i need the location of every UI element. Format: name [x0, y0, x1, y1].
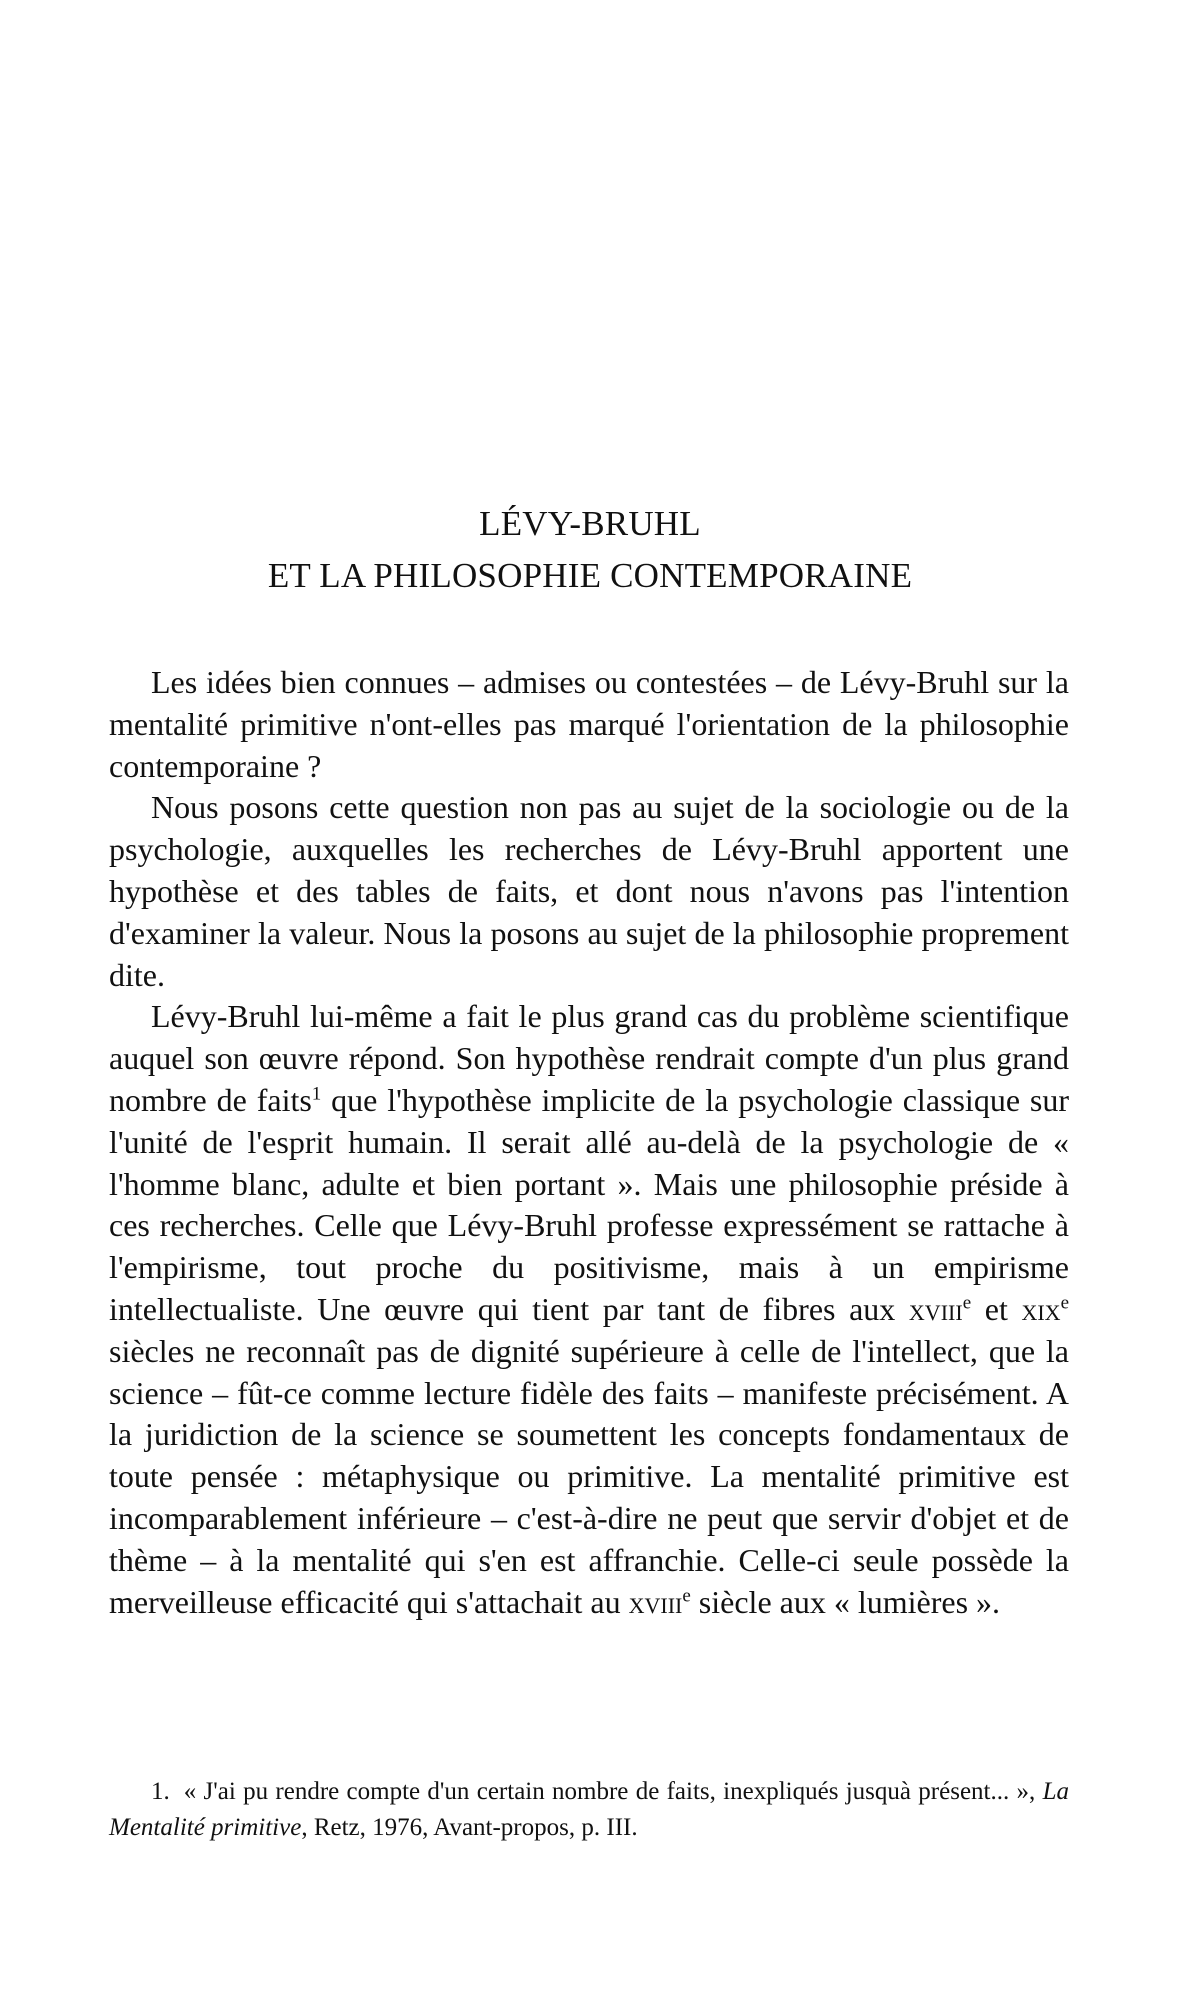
footnote-reference: 1 [311, 1083, 322, 1105]
century-suffix-1: e [962, 1292, 972, 1314]
footnote-text-1: « J'ai pu rendre compte d'un certain nombre de faits, inexpliqués jusquà présent... », [183, 1778, 1043, 1805]
paragraph-3-text-5: siècle aux « lumières ». [690, 1583, 1001, 1620]
century-suffix-2: e [1060, 1292, 1069, 1314]
chapter-title-line-2: ET LA PHILOSOPHIE CONTEMPORAINE [267, 556, 913, 595]
century-numeral-3: xviii [628, 1583, 683, 1620]
body-text [109, 662, 1069, 1623]
century-numeral-1: xviii [908, 1290, 963, 1327]
century-suffix-3: e [682, 1584, 691, 1606]
paragraph-3-text-3: et [971, 1290, 1022, 1327]
footnote [109, 1774, 1069, 1846]
footnote-text-2: , Retz, 1976, Avant-propos, p. III. [301, 1814, 638, 1841]
paragraph-3-text-1: Lévy-Bruhl lui-même a fait le plus grand cas du problème scientifique auquel son œuvre répond. Son hypothèse rendrait compte d'un plus grand nombre de faits [109, 998, 1069, 1118]
paragraph-3 [109, 996, 1069, 1623]
paragraph-3-text-4: siècles ne reconnaît pas de dignité supérieure à celle de l'intellect, que la science – fût-ce comme lecture fidèle des faits – manifeste précisément. A la juridiction de la science se soumettent les concepts fondamentaux de toute pensée : métaphysique ou primitive. La mentalité primitive est incomparablement inférieure – c'est-à-dire ne peut que servir d'objet et de thème – à la mentalité qui s'en est affranchie. Celle-ci seule possède la merveilleuse efficacité qui s'attachait au [109, 1332, 1069, 1620]
footnote-book-title: La Mentalité primitive [109, 1778, 1069, 1841]
chapter-title [110, 498, 1070, 602]
chapter-title-line-1: LÉVY-BRUHL [479, 504, 701, 543]
footnote-number: 1. [151, 1778, 170, 1805]
paragraph-3-text-2: que l'hypothèse implicite de la psychologie classique sur l'unité de l'esprit humain. Il serait allé au-delà de la psychologie de « l'homme blanc, adulte et bien portant ». Mais une philosophie préside à ces recherches. Celle que Lévy-Bruhl professe expressément se rattache à l'empirisme, tout proche du positivisme, mais à un empirisme intellectualiste. Une œuvre qui tient par tant de fibres aux [109, 1081, 1069, 1327]
century-numeral-2: xix [1021, 1290, 1061, 1327]
paragraph-2: Nous posons cette question non pas au sujet de la sociologie ou de la psychologie, auxquelles les recherches de Lévy-Bruhl apportent une hypothèse et des tables de faits, et dont nous n'avons pas l'intention d'examiner la valeur. Nous la posons au sujet de la philosophie proprement dite. [109, 789, 1069, 993]
paragraph-1: Les idées bien connues – admises ou contestées – de Lévy-Bruhl sur la mentalité primitive n'ont-elles pas marqué l'orientation de la philosophie contemporaine ? [109, 664, 1069, 784]
